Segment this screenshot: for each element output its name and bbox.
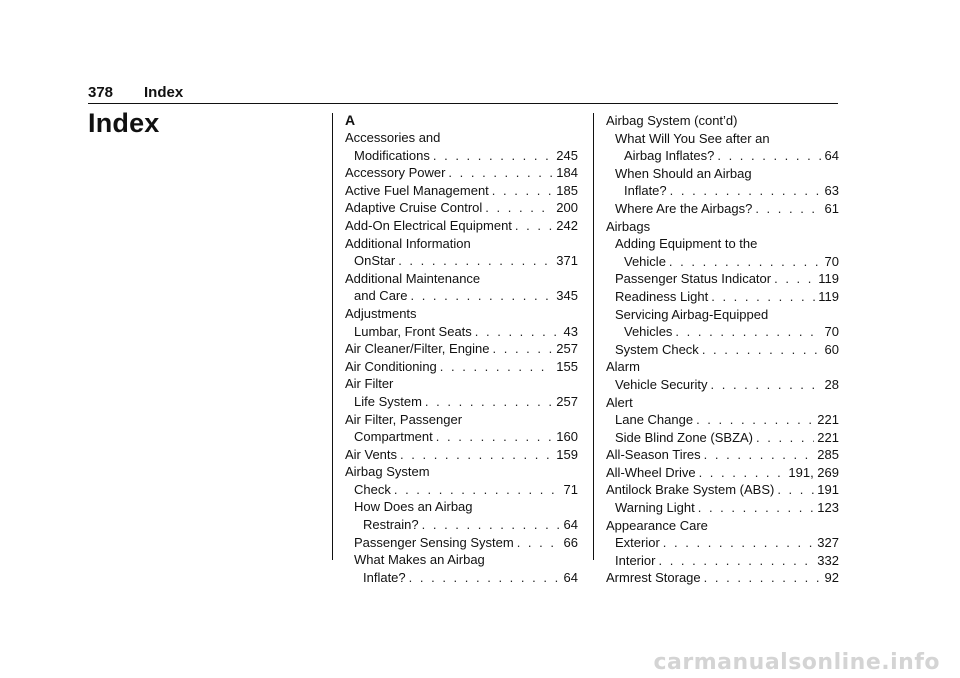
dot-leader [515,217,553,235]
index-entry-text: Appearance Care [606,517,708,533]
index-entry-text: Additional Information [345,235,471,251]
column-divider-right [593,113,594,560]
dot-leader [702,341,822,359]
index-entry-text: Armrest Storage [606,570,701,586]
index-entry-page[interactable]: 185 [556,182,578,198]
index-entry [345,498,578,516]
dot-leader [711,376,822,394]
index-entry-page[interactable]: 70 [824,324,839,340]
index-entry-text: Accessories and [345,130,441,145]
index-entry-text: Active Fuel Management [345,182,489,198]
index-entry-text: Airbag System [345,464,430,480]
dot-leader [698,499,815,517]
index-entry[interactable] [345,393,578,411]
index-entry [345,305,578,323]
index-entry[interactable] [345,358,578,376]
index-entry-text: Air Conditioning [345,358,437,374]
dot-leader [756,429,814,447]
index-entry[interactable] [606,481,839,499]
index-entry[interactable] [345,147,578,165]
index-entry-text: Compartment [354,429,433,445]
dot-leader [433,147,553,165]
index-entry-text: Modifications [354,147,430,163]
index-entry-text: Warning Light [615,500,695,516]
index-entry-page[interactable]: 327 [817,535,839,551]
index-entry-page[interactable]: 221 [817,429,839,445]
index-entry-page[interactable]: 221 [817,412,839,428]
dot-leader [699,464,786,482]
index-entry-text: Alert [606,394,633,410]
dot-leader [711,288,815,306]
column-divider-left [332,113,333,560]
index-entry-text: Servicing Airbag-Equipped [615,306,769,322]
index-entry-page[interactable]: 184 [556,165,578,181]
index-entry-page[interactable]: 64 [563,517,578,533]
index-entry-text: Antilock Brake System (ABS) [606,482,775,498]
index-entry-text: How Does an Airbag [354,499,473,515]
index-entry-text: Life System [354,393,422,409]
index-entry [606,306,839,324]
index-entry-text: Air Filter [345,376,394,392]
index-entry [606,517,839,535]
dot-leader [400,446,553,464]
index-entry-text: Additional Maintenance [345,270,481,286]
dot-leader [485,199,553,217]
index-entry [606,358,839,376]
index-entry-page[interactable]: 61 [824,200,839,216]
index-entry[interactable] [606,200,839,218]
index-entry [345,375,578,393]
index-entry-text: Add-On Electrical Equipment [345,217,512,233]
index-entry-page[interactable]: 159 [556,446,578,462]
index-entry-text: When Should an Airbag [615,165,752,181]
index-entry-text: Inflate? [363,569,406,585]
index-entry-page[interactable]: 371 [556,253,578,269]
index-entry[interactable] [345,199,578,217]
dot-leader [755,200,821,218]
index-entry-text: Air Vents [345,446,398,462]
index-entry-text: Adaptive Cruise Control [345,200,483,216]
index-entry-page[interactable]: 345 [556,288,578,304]
index-entry-page[interactable]: 92 [824,570,839,586]
index-entry-page[interactable]: 119 [818,271,839,287]
dot-leader [394,481,561,499]
index-entry[interactable] [606,323,839,341]
index-entry-page[interactable]: 257 [556,393,578,409]
index-entry [606,165,839,183]
index-entry-page[interactable]: 123 [817,500,839,516]
index-entry [345,129,578,147]
index-entry-page[interactable]: 155 [556,358,578,374]
index-entry [606,130,839,148]
index-entry [345,551,578,569]
index-entry-text: Adding Equipment to the [615,236,758,252]
index-entry[interactable] [345,287,578,305]
index-entry-text: OnStar [354,253,396,269]
index-entry[interactable] [606,429,839,447]
page-title: Index [88,108,160,138]
index-entry[interactable] [606,270,839,288]
index-entry-text: Vehicle [624,253,666,269]
index-entry-text: Airbags [606,218,651,234]
index-entry[interactable] [345,217,578,235]
dot-leader [440,358,554,376]
index-entry[interactable] [345,428,578,446]
index-entry [606,394,839,412]
index-entry[interactable] [606,182,839,200]
dot-leader [436,428,554,446]
index-entry-text: Where Are the Airbags? [615,200,753,216]
dot-leader [717,147,821,165]
index-entry-text: Lumbar, Front Seats [354,323,472,339]
index-entry-text: Airbag Inflates? [624,148,715,164]
index-entry[interactable] [606,288,839,306]
index-entry-text: Vehicle Security [615,376,708,392]
dot-leader [658,552,814,570]
index-entry[interactable] [606,499,839,517]
index-entry-text: Check [354,481,391,497]
dot-leader [774,270,815,288]
index-entry-page[interactable]: 245 [556,147,578,163]
index-entry-text: What Makes an Airbag [354,552,485,568]
index-entry-page[interactable]: 64 [563,569,578,585]
index-entry[interactable] [345,516,578,534]
index-entry[interactable] [345,323,578,341]
index-entry-text: Readiness Light [615,288,709,304]
index-entry-text: All-Season Tires [606,447,701,463]
index-column-1 [345,112,578,586]
dot-leader [670,182,822,200]
index-entry-text: What Will You See after an [615,130,770,146]
index-entry-text: Restrain? [363,517,419,533]
dot-leader [675,323,821,341]
dot-leader [493,340,554,358]
index-entry[interactable] [345,182,578,200]
index-entry[interactable] [606,464,839,482]
index-entry[interactable] [606,411,839,429]
index-entry[interactable] [606,534,839,552]
dot-leader [669,253,822,271]
dot-leader [704,569,822,587]
index-entry [606,218,839,236]
index-entry-page[interactable]: 191 [817,482,839,498]
index-entry-text: Lane Change [615,412,694,428]
header-title: Index [144,84,184,101]
index-entry-text: Vehicles [624,324,673,340]
index-entry [606,112,839,130]
index-entry [345,463,578,481]
index-entry[interactable] [606,446,839,464]
dot-leader [409,569,561,587]
index-entry[interactable] [345,534,578,552]
index-entry-text: All-Wheel Drive [606,464,696,480]
index-entry-page[interactable]: 43 [563,323,578,339]
index-entry[interactable] [606,569,839,587]
index-entry-text: System Check [615,341,699,357]
index-entry-page[interactable]: 60 [824,341,839,357]
dot-leader [410,287,553,305]
index-entry [606,235,839,253]
index-entry-page[interactable]: 332 [817,552,839,568]
dot-leader [696,411,814,429]
index-entry-page[interactable]: 119 [818,288,839,304]
dot-leader [704,446,815,464]
index-entry-page[interactable]: 160 [556,429,578,445]
index-entry-page[interactable]: 63 [824,183,839,199]
index-entry-text: Adjustments [345,305,417,321]
index-entry-page[interactable]: 257 [556,341,578,357]
index-column-2 [606,112,839,587]
index-entry-text: Passenger Status Indicator [615,271,772,287]
index-section-letter: A [345,112,356,128]
index-entry[interactable] [345,481,578,499]
dot-leader [517,534,561,552]
index-entry-text: Accessory Power [345,165,446,181]
index-entry-page[interactable]: 70 [824,253,839,269]
index-entry-page[interactable]: 66 [563,534,578,550]
index-entry-page[interactable]: 191, 269 [788,464,839,480]
index-entry-page[interactable]: 285 [817,447,839,463]
index-entry-page[interactable]: 64 [824,148,839,164]
page-number: 378 [88,84,114,101]
dot-leader [422,516,561,534]
dot-leader [448,164,553,182]
index-entry[interactable] [345,569,578,587]
dot-leader [663,534,815,552]
index-entry-text: Alarm [606,359,640,375]
index-entry-text: Interior [615,552,656,568]
index-entry-text: Exterior [615,535,660,551]
index-entry [345,235,578,253]
index-entry[interactable] [345,340,578,358]
index-entry-text: Passenger Sensing System [354,534,514,550]
index-entry[interactable] [345,252,578,270]
index-entry-text: Air Cleaner/Filter, Engine [345,341,490,357]
dot-leader [425,393,553,411]
index-entry-text: Side Blind Zone (SBZA) [615,429,754,445]
index-entry-text: Inflate? [624,183,667,199]
index-entry-page[interactable]: 71 [563,481,578,497]
dot-leader [777,481,814,499]
index-entry[interactable] [345,164,578,182]
dot-leader [492,182,554,200]
dot-leader [475,323,561,341]
index-entry [345,411,578,429]
index-entry[interactable] [606,376,839,394]
index-entry-page[interactable]: 28 [824,376,839,392]
index-entry [345,270,578,288]
index-entry-text: Airbag System (cont’d) [606,113,738,128]
index-entry-page[interactable]: 200 [556,200,578,216]
index-entry[interactable] [606,341,839,359]
watermark: carmanualsonline.info [653,650,940,675]
dot-leader [398,252,553,270]
index-entry-text: Air Filter, Passenger [345,411,463,427]
index-entry[interactable] [606,552,839,570]
index-entry-text: and Care [354,288,408,304]
index-entry[interactable] [345,446,578,464]
index-entry[interactable] [606,147,839,165]
index-entry[interactable] [606,253,839,271]
index-entry-page[interactable]: 242 [556,217,578,233]
header-rule [88,103,838,104]
